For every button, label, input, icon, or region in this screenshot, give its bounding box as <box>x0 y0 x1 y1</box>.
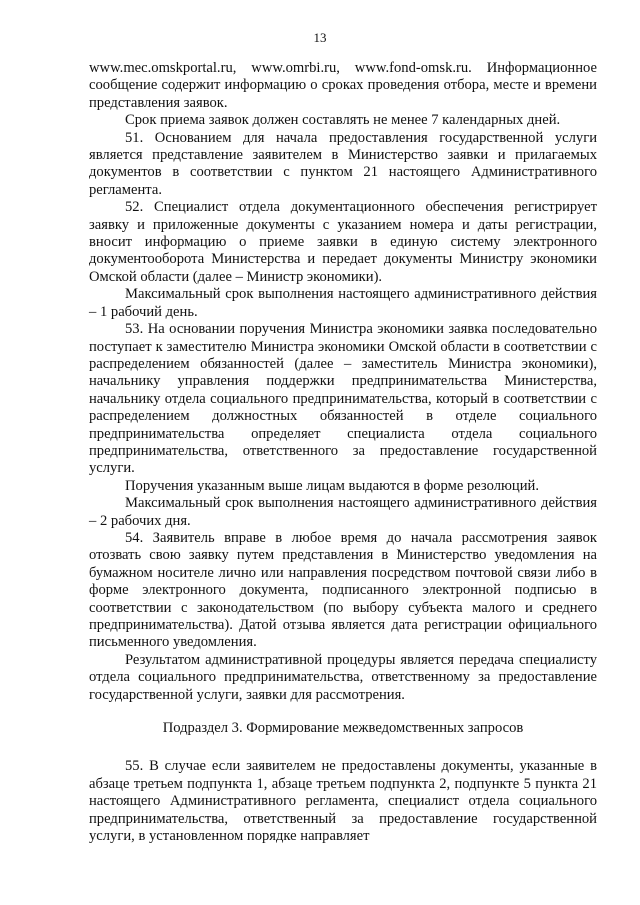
paragraph-53: 53. На основании поручения Министра экономики заявка последовательно поступает к заместителю Министра экономики Омской области в соответствии с распределением обязанностей (далее – заместитель Министра экономики), начальнику управления поддержки предпринимательства Министерства, начальнику отдела социального предпринимательства, который в соответствии с распределением должностных обязанностей в отделе социального предпринимательства определяет специалиста отдела социального предпринимательства, ответственного за предоставление государственной услуги. <box>89 321 597 477</box>
paragraph-52: 52. Специалист отдела документационного обеспечения регистрирует заявку и приложенные документы с указанием номера и даты регистрации, вносит информацию о приеме заявки в единую систему электронного документооборота Министерства и передает документы Министру экономики Омской области (далее – Министр экономики). <box>89 199 597 285</box>
paragraph-54: 54. Заявитель вправе в любое время до начала рассмотрения заявок отозвать свою заявку путем представления в Министерство уведомления на бумажном носителе лично или направления посредством почтовой связи либо в форме электронного документа, подписанного электронной подписью в соответствии с законодательством (по выбору субъекта малого и среднего предпринимательства). Датой отзыва является дата регистрации официального письменного уведомления. <box>89 529 597 651</box>
subsection-heading: Подраздел 3. Формирование межведомственных запросов <box>162 720 524 737</box>
paragraph-53-resolutions: Поручения указанным выше лицам выдаются в форме резолюций. <box>125 477 539 494</box>
paragraph-application-deadline: Срок приема заявок должен составлять не менее 7 календарных дней. <box>125 112 561 129</box>
document-body <box>89 60 597 845</box>
paragraph-info-message: www.mec.omskportal.ru, www.omrbi.ru, www.fond-omsk.ru. Информационное сообщение содержит информацию о сроках проведения отбора, месте и времени представления заявок. <box>89 60 597 111</box>
paragraph-52-max-duration: Максимальный срок выполнения настоящего административного действия – 1 рабочий день. <box>89 286 597 320</box>
page-number: 13 <box>313 30 327 45</box>
paragraph-53-max-duration: Максимальный срок выполнения настоящего административного действия – 2 рабочих дня. <box>89 495 597 529</box>
paragraph-55: 55. В случае если заявителем не предоставлены документы, указанные в абзаце третьем подпункта 1, абзаце третьем подпункта 2, подпункте 5 пункта 21 настоящего Административного регламента, специалист отдела социального предпринимательства, ответственный за предоставление государственной услуги, в установленном порядке направляет <box>89 758 597 845</box>
paragraph-51: 51. Основанием для начала предоставления государственной услуги является представление заявителем в Министерство заявки и прилагаемых документов в соответствии с пунктом 21 настоящего Административного регламента. <box>89 129 597 198</box>
paragraph-procedure-result: Результатом административной процедуры является передача специалисту отдела социального предпринимательства, ответственному за предоставление государственной услуги, заявки для рассмотрения. <box>89 651 597 703</box>
